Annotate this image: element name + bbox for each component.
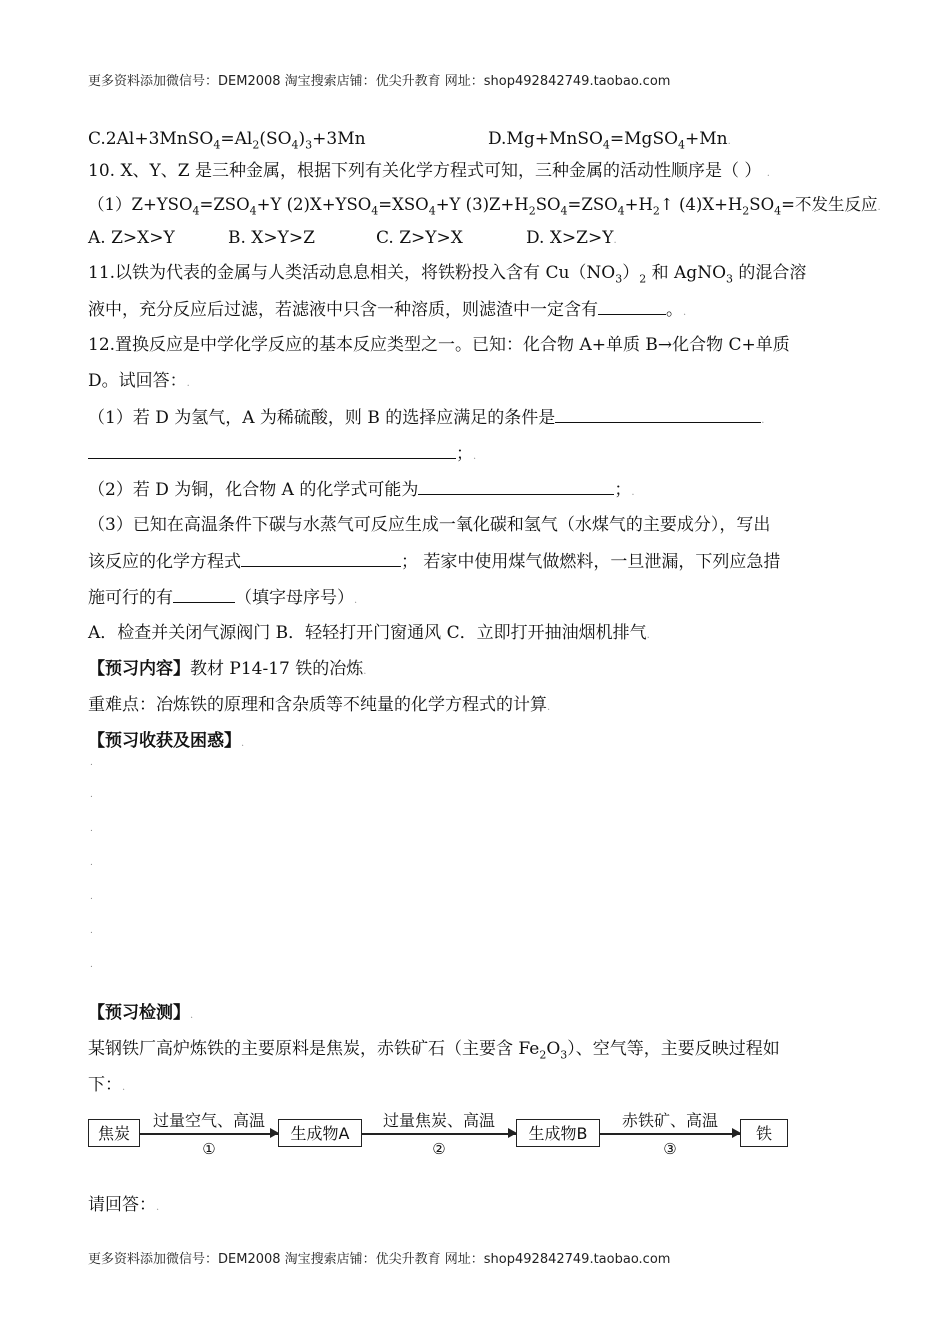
q12-part1-blank-2[interactable]: [88, 442, 456, 459]
q12-part2-blank[interactable]: [418, 478, 614, 495]
q12-line2: D。试回答：.: [88, 371, 190, 391]
q11-line2: 液中，充分反应后过滤，若滤液中只含一种溶质，则滤渣中一定含有 。.: [88, 300, 687, 320]
q10-option-d: D. X>Z>Y.: [526, 228, 617, 248]
flow-step-1: ①: [202, 1140, 216, 1158]
q11-answer-blank[interactable]: [598, 298, 666, 315]
flow-arrow-3: [600, 1133, 740, 1135]
page-header: 更多资料添加微信号：DEM2008 淘宝搜索店铺：优尖升教育 网址：shop492842749.taobao.com: [88, 74, 671, 89]
flow-box-product-a: 生成物A: [278, 1119, 362, 1147]
q12-part1: （1）若 D 为氢气，A 为稀硫酸，则 B 的选择应满足的条件是 .: [88, 408, 765, 428]
flow-box-iron: 铁: [740, 1119, 788, 1147]
q12-choices: A．检查并关闭气源阀门 B．轻轻打开门窗通风 C．立即打开抽油烟机排气.: [88, 623, 650, 643]
flow-arrow-1: [140, 1133, 278, 1135]
q12-part1-cont: ；.: [88, 442, 476, 468]
q12-line1: 12.置换反应是中学化学反应的基本反应类型之一。已知：化合物 A+单质 B→化合物 C+单质: [88, 335, 790, 355]
q10-option-b: B. X>Y>Z: [228, 228, 315, 248]
q12-part2: （2）若 D 为铜，化合物 A 的化学式可能为 ；.: [88, 480, 635, 500]
flow-step-2: ②: [432, 1140, 446, 1158]
preview-check-heading: 【预习检测】.: [88, 1003, 194, 1023]
page-footer: 更多资料添加微信号：DEM2008 淘宝搜索店铺：优尖升教育 网址：shop492842749.taobao.com: [88, 1252, 671, 1267]
q9-option-d: D.Mg+MnSO$_4$=MgSO$_4$+Mn.: [488, 129, 731, 152]
q10-option-c: C. Z>Y>X: [376, 228, 463, 248]
flow-arrow-2: [362, 1133, 516, 1135]
q12-part3-a: （3）已知在高温条件下碳与水蒸气可反应生成一氧化碳和氢气（水煤气的主要成分），写出: [88, 515, 771, 535]
q12-measure-blank[interactable]: [173, 586, 235, 603]
q10-option-a: A. Z>X>Y: [88, 228, 175, 248]
flow-condition-2: 过量焦炭、高温: [382, 1111, 495, 1130]
q12-part3-b: 该反应的化学方程式 ； 若家中使用煤气做燃料，一旦泄漏，下列应急措: [88, 552, 781, 572]
preview-check-text-2: 下：.: [88, 1075, 126, 1095]
q12-part3-c: 施可行的有 （填字母序号）.: [88, 588, 358, 608]
q10-stem: 10. X、Y、Z 是三种金属，根据下列有关化学方程式可知，三种金属的活动性顺序是（ ） .: [88, 161, 770, 181]
q11-line1: 11.以铁为代表的金属与人类活动息息相关，将铁粉投入含有 $Cu(NO_3)_2$ 和 AgNO$_3$ 的混合溶: [88, 263, 807, 286]
preview-gain-heading: 【预习收获及困惑】.: [88, 731, 245, 751]
preview-key-points: 重难点：冶炼铁的原理和含杂质等不纯量的化学方程式的计算.: [88, 695, 551, 715]
q9-option-c: $C.2Al+3MnSO_4=Al_2(SO_4)_3+3Mn$: [88, 129, 366, 152]
flow-box-coke: 焦炭: [88, 1119, 140, 1147]
flow-condition-3: 赤铁矿、高温: [621, 1111, 718, 1130]
flow-condition-1: 过量空气、高温: [152, 1111, 265, 1130]
q12-equation-blank[interactable]: [241, 550, 401, 567]
flow-step-3: ③: [663, 1140, 677, 1158]
preview-check-text-1: 某钢铁厂高炉炼铁的主要原料是焦炭，赤铁矿石（主要含 $Fe_2O_3$）、空气等，主要反映过程如: [88, 1039, 780, 1062]
flow-box-product-b: 生成物B: [516, 1119, 600, 1147]
preview-content: 【预习内容】教材 P14-17 铁的冶炼.: [88, 659, 367, 679]
q12-part1-blank[interactable]: [555, 406, 761, 423]
q10-equations: $(1)Z+YSO_4=ZSO_4+Y$ $(2)X+YSO_4=XSO_4+Y$ $(3)Z+H_2SO_4=ZSO_4+H_2↑$ $(4)X+H_2SO_4=$不发生反应.: [88, 195, 881, 218]
preview-ask: 请回答：.: [88, 1195, 160, 1215]
